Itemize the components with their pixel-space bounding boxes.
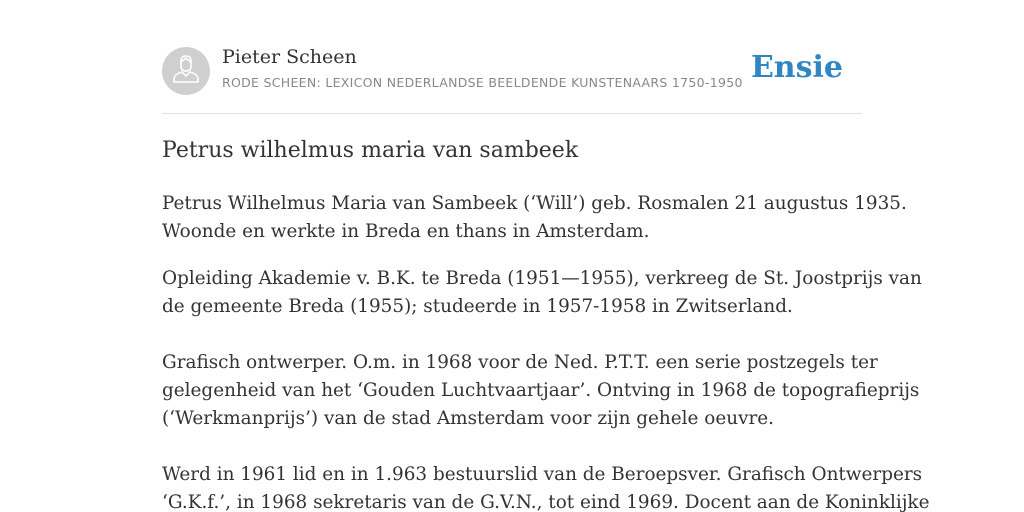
paragraph xyxy=(162,190,907,246)
paragraph xyxy=(162,349,920,433)
paragraph-line: Grafisch ontwerper. O.m. in 1968 voor de Ned. P.T.T. een serie postzegels ter xyxy=(162,352,878,373)
paragraph-line: Woonde en werkte in Breda en thans in Amsterdam. xyxy=(162,221,650,242)
paragraph xyxy=(162,265,922,321)
paragraph-line: Petrus Wilhelmus Maria van Sambeek (‘Will’) geb. Rosmalen 21 augustus 1935. xyxy=(162,193,907,214)
paragraph-line: gelegenheid van het ‘Gouden Luchtvaartjaar’. Ontving in 1968 de topografieprijs xyxy=(162,380,920,401)
header-divider xyxy=(162,113,862,114)
paragraph xyxy=(162,461,930,512)
paragraph-line: (‘Werkmanprijs’) van de stad Amsterdam voor zijn gehele oeuvre. xyxy=(162,408,774,429)
article-body xyxy=(162,190,930,512)
source-name[interactable]: RODE SCHEEN: LEXICON NEDERLANDSE BEELDENDE KUNSTENAARS 1750-1950 xyxy=(222,75,743,90)
author-avatar[interactable] xyxy=(162,47,210,95)
paragraph-line: Werd in 1961 lid en in 1.963 bestuurslid van de Beroepsver. Grafisch Ontwerpers xyxy=(162,464,923,485)
article-header xyxy=(162,46,862,96)
author-name[interactable]: Pieter Scheen xyxy=(222,46,357,68)
paragraph-line: Opleiding Akademie v. B.K. te Breda (1951—1955), verkreeg de St. Joostprijs van xyxy=(162,268,922,289)
ensie-logo[interactable]: Ensie xyxy=(750,50,843,85)
user-icon xyxy=(172,54,200,89)
paragraph-line: de gemeente Breda (1955); studeerde in 1957-1958 in Zwitserland. xyxy=(162,296,793,317)
paragraph-line: ‘G.K.f.’, in 1968 sekretaris van de G.V.N., tot eind 1969. Docent aan de Koninklijke xyxy=(162,492,930,512)
article-title: Petrus wilhelmus maria van sambeek xyxy=(162,138,579,163)
